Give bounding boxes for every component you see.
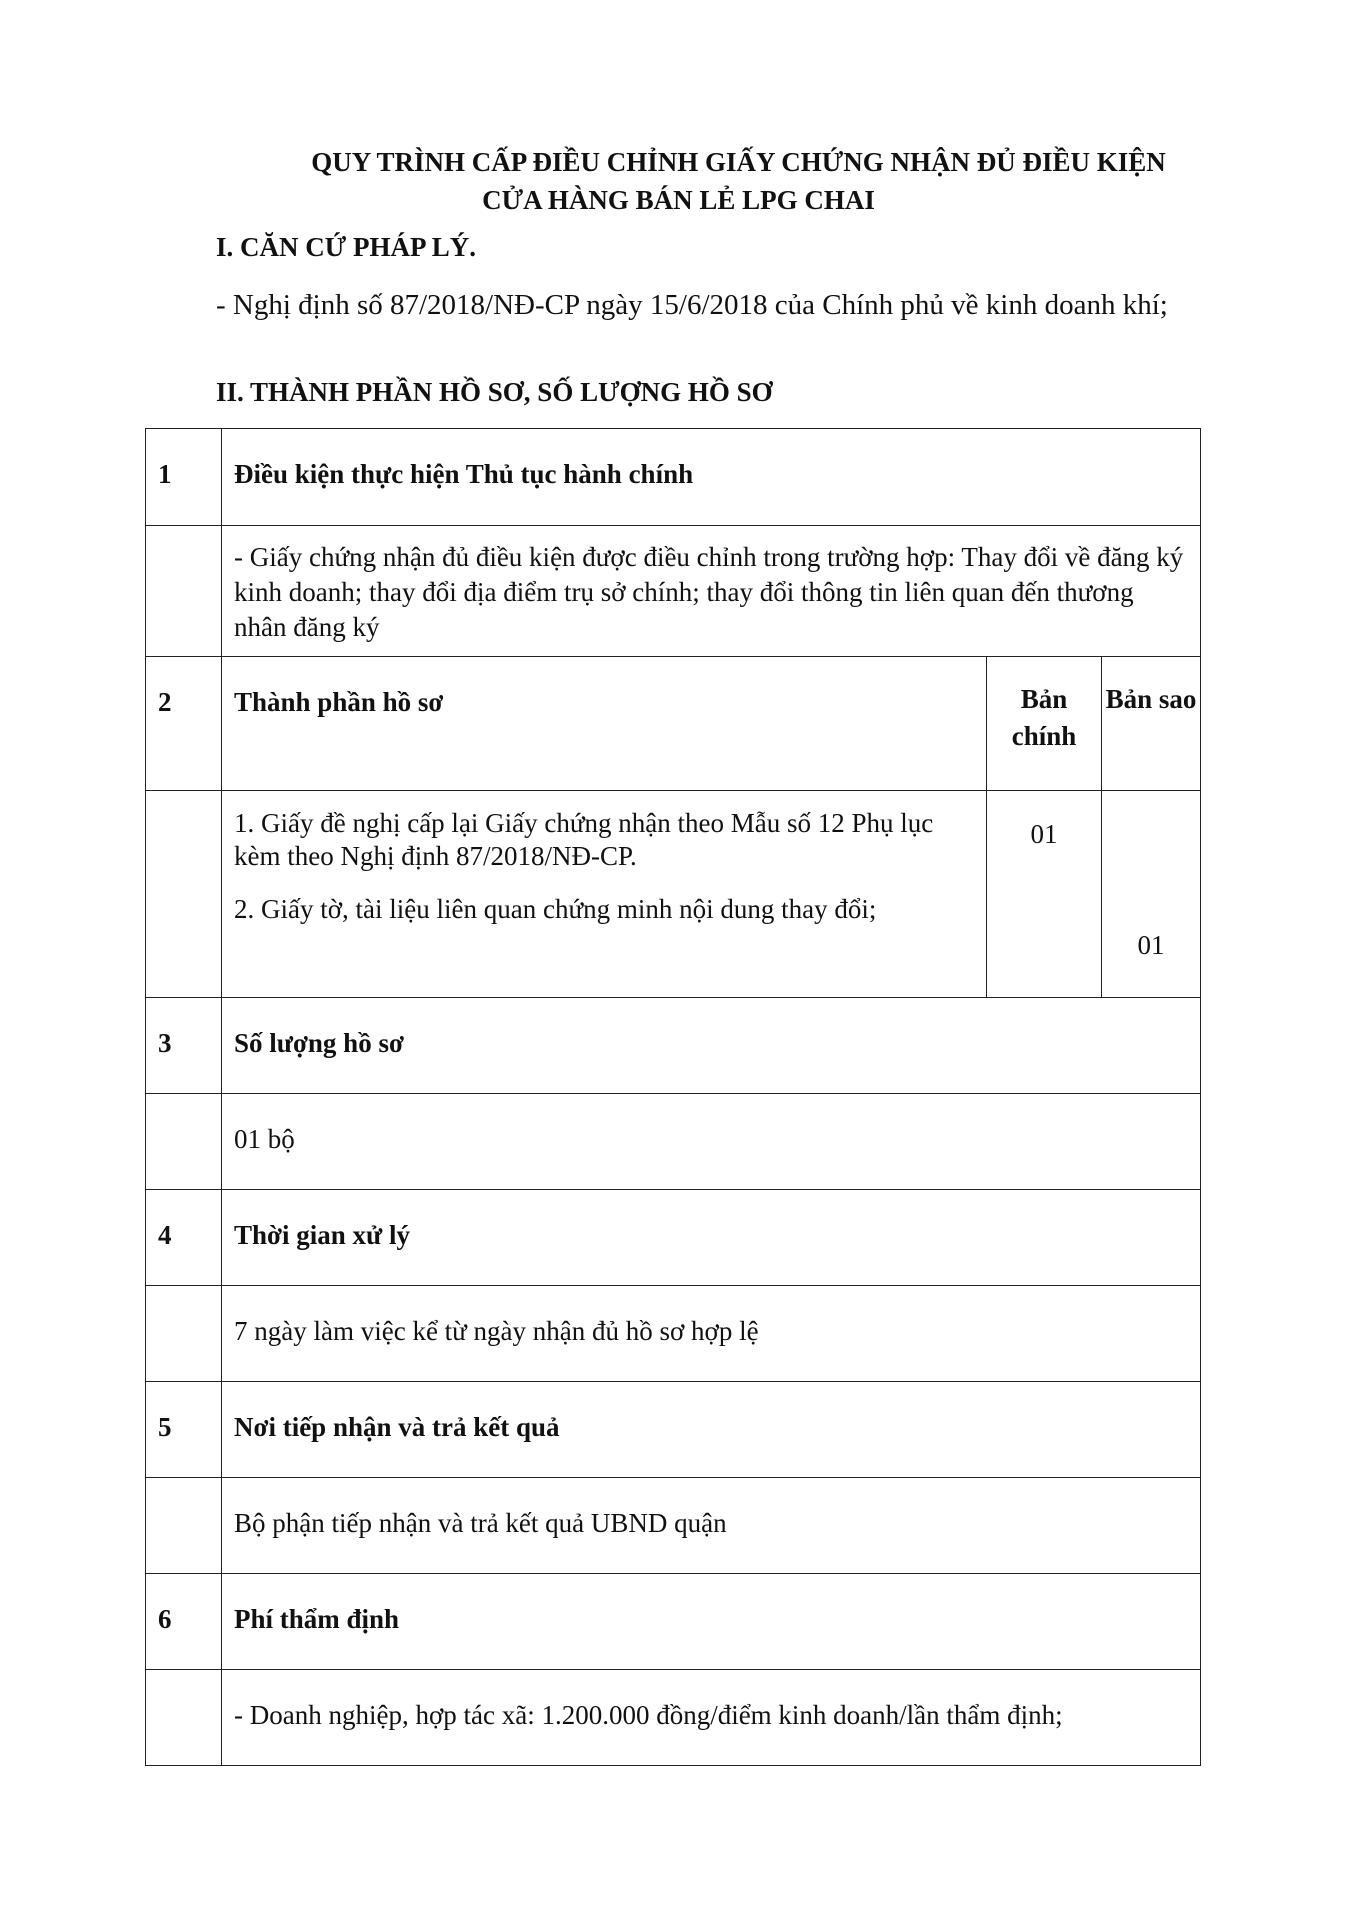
- procedure-table: [145, 428, 1201, 1766]
- row-number: 2: [146, 657, 222, 791]
- document-item-2: 2. Giấy tờ, tài liệu liên quan chứng minh nội dung thay đổi;: [234, 894, 877, 924]
- table-row: [146, 1190, 1201, 1286]
- table-row: [146, 791, 1201, 998]
- row-heading: Số lượng hồ sơ: [222, 998, 1201, 1094]
- table-row: [146, 429, 1201, 526]
- table-row: [146, 1094, 1201, 1190]
- row-number-empty: [146, 1670, 222, 1766]
- row-heading: Phí thẩm định: [222, 1574, 1201, 1670]
- row-number-empty: [146, 526, 222, 657]
- title-line-2: CỬA HÀNG BÁN LẺ LPG CHAI: [482, 185, 875, 215]
- row-number-empty: [146, 1478, 222, 1574]
- row-content: 7 ngày làm việc kể từ ngày nhận đủ hồ sơ hợp lệ: [222, 1286, 1201, 1382]
- table-row: [146, 1574, 1201, 1670]
- row-heading: Thời gian xử lý: [222, 1190, 1201, 1286]
- row-number: 4: [146, 1190, 222, 1286]
- table-row: [146, 1286, 1201, 1382]
- table-row: [146, 526, 1201, 657]
- row-content: Bộ phận tiếp nhận và trả kết quả UBND quận: [222, 1478, 1201, 1574]
- table-row: [146, 1382, 1201, 1478]
- row-number: 5: [146, 1382, 222, 1478]
- row-number: 3: [146, 998, 222, 1094]
- row-content: [222, 791, 987, 998]
- row-number-empty: [146, 791, 222, 998]
- row-heading: Nơi tiếp nhận và trả kết quả: [222, 1382, 1201, 1478]
- row-number-empty: [146, 1286, 222, 1382]
- row-heading: Điều kiện thực hiện Thủ tục hành chính: [222, 429, 1201, 526]
- row-number: 1: [146, 429, 222, 526]
- row-number-empty: [146, 1094, 222, 1190]
- row-heading: Thành phần hồ sơ: [222, 657, 987, 791]
- column-original-header: Bản chính: [987, 657, 1102, 791]
- section-1-text: - Nghị định số 87/2018/NĐ-CP ngày 15/6/2018 của Chính phủ về kinh doanh khí;: [216, 289, 1168, 321]
- document-title: [0, 143, 1357, 219]
- column-copy-header: Bản sao: [1102, 657, 1201, 791]
- title-line-1: QUY TRÌNH CẤP ĐIỀU CHỈNH GIẤY CHỨNG NHẬN ĐỦ ĐIỀU KIỆN: [311, 147, 1166, 177]
- section-2-heading: II. THÀNH PHẦN HỒ SƠ, SỐ LƯỢNG HỒ SƠ: [216, 377, 773, 407]
- table-row: [146, 1670, 1201, 1766]
- item-1-original-count: 01: [987, 791, 1102, 998]
- table-row: [146, 657, 1201, 791]
- section-1-heading: I. CĂN CỨ PHÁP LÝ.: [216, 232, 476, 262]
- table-row: [146, 998, 1201, 1094]
- row-content: 01 bộ: [222, 1094, 1201, 1190]
- row-number: 6: [146, 1574, 222, 1670]
- document-item-1: 1. Giấy đề nghị cấp lại Giấy chứng nhận theo Mẫu số 12 Phụ lục kèm theo Nghị định 87/2018/NĐ-CP.: [234, 808, 934, 871]
- table-row: [146, 1478, 1201, 1574]
- row-content: - Doanh nghiệp, hợp tác xã: 1.200.000 đồng/điểm kinh doanh/lần thẩm định;: [222, 1670, 1201, 1766]
- item-2-copy-count: 01: [1102, 791, 1201, 998]
- row-content: - Giấy chứng nhận đủ điều kiện được điều chỉnh trong trường hợp: Thay đổi về đăng ký kinh doanh; thay đổi địa điểm trụ sở chính; thay đổi thông tin liên quan đến thương nhân đăng ký: [222, 526, 1201, 657]
